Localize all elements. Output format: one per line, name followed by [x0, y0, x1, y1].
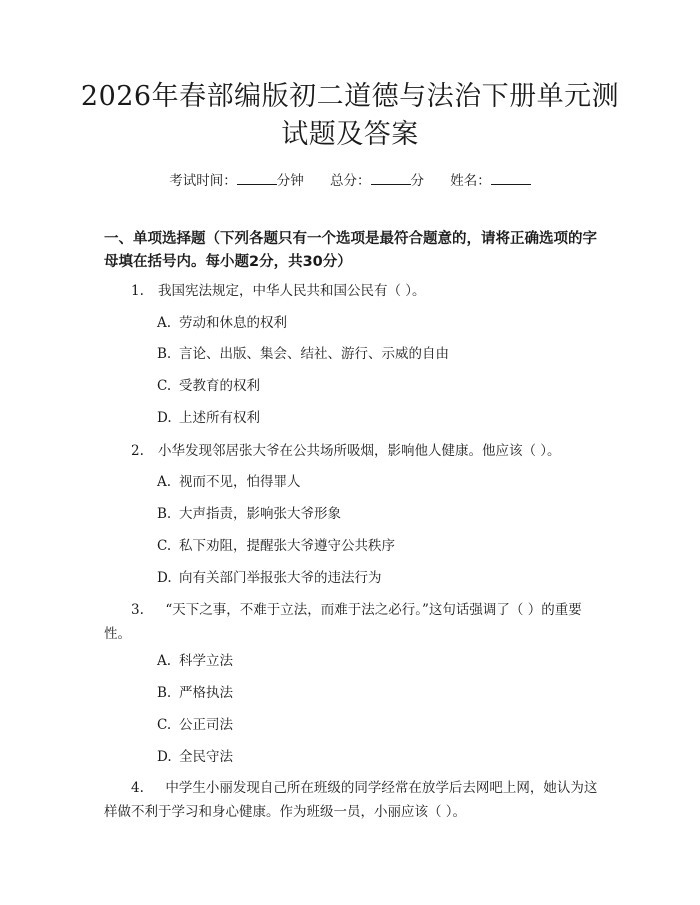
exam-time-blank [237, 172, 277, 185]
student-name [450, 169, 531, 189]
question-1-option-b [157, 344, 449, 364]
exam-time-label: 考试时间： [169, 173, 237, 189]
title-line-2: 试题及答案 [281, 119, 419, 150]
section-heading: 一、单项选择题（下列各题只有一个选项是最符合题意的，请将正确选项的字母填在括号内。每小题2分，共30分） [104, 231, 597, 270]
question-2-option-d [157, 568, 382, 588]
question-text: “天下之事，不难于立法，而难于法之必行。”这句话强调了（ ）的重要性。 [104, 602, 582, 642]
option-text: 劳动和休息的权利 [179, 315, 287, 331]
option-text: 言论、出版、集会、结社、游行、示威的自由 [179, 346, 449, 362]
question-1-option-d [157, 408, 260, 428]
option-letter: D. [157, 410, 172, 426]
question-text: 我国宪法规定，中华人民共和国公民有（ ）。 [158, 283, 426, 299]
option-text: 受教育的权利 [179, 378, 260, 394]
total-score-unit: 分 [410, 173, 424, 189]
question-3-option-d [157, 747, 233, 767]
option-letter: D. [157, 570, 172, 586]
option-letter: C. [157, 378, 172, 394]
question-text: 中学生小丽发现自己所在班级的同学经常在放学后去网吧上网，她认为这样做不利于学习和身心健康。作为班级一员，小丽应该（ ）。 [104, 780, 598, 820]
option-text: 向有关部门举报张大爷的违法行为 [179, 570, 382, 586]
option-text: 上述所有权利 [179, 410, 260, 426]
question-2-option-b [157, 504, 341, 524]
option-letter: C. [157, 538, 172, 554]
exam-time [169, 169, 304, 189]
option-letter: B. [157, 506, 172, 522]
total-score-blank [371, 172, 411, 185]
option-letter: C. [157, 717, 172, 733]
question-number: 2. [131, 443, 144, 459]
question-3-option-a [157, 651, 233, 671]
total-score-label: 总分： [330, 173, 371, 189]
question-number: 4. [131, 780, 144, 796]
question-1-option-a [157, 313, 287, 333]
option-text: 私下劝阻，提醒张大爷遵守公共秩序 [179, 538, 395, 554]
option-text: 视而不见，怕得罪人 [179, 474, 301, 490]
question-text: 小华发现邻居张大爷在公共场所吸烟，影响他人健康。他应该（ ）。 [158, 443, 561, 459]
question-3-option-c [157, 715, 233, 735]
exam-time-unit: 分钟 [276, 173, 304, 189]
question-3-option-b [157, 683, 233, 703]
total-score [330, 169, 424, 189]
question-2-option-a [157, 472, 301, 492]
question-1-option-c [157, 376, 260, 396]
question-number: 3. [131, 602, 144, 618]
question-2 [131, 439, 561, 463]
option-letter: D. [157, 749, 172, 765]
student-name-blank [491, 172, 531, 185]
option-letter: A. [157, 474, 172, 490]
exam-info [0, 169, 700, 189]
question-4 [104, 776, 602, 824]
question-3 [104, 598, 602, 646]
option-letter: A. [157, 653, 172, 669]
option-letter: B. [157, 685, 172, 701]
option-text: 大声指责，影响张大爷形象 [179, 506, 341, 522]
document-title [60, 78, 640, 154]
option-letter: B. [157, 346, 172, 362]
option-text: 公正司法 [179, 717, 233, 733]
option-text: 科学立法 [179, 653, 233, 669]
option-text: 严格执法 [179, 685, 233, 701]
question-2-option-c [157, 536, 395, 556]
question-1 [131, 279, 426, 303]
title-line-1: 2026年春部编版初二道德与法治下册单元测 [80, 81, 620, 112]
option-text: 全民守法 [179, 749, 233, 765]
option-letter: A. [157, 315, 172, 331]
student-name-label: 姓名： [450, 173, 491, 189]
question-number: 1. [131, 283, 144, 299]
